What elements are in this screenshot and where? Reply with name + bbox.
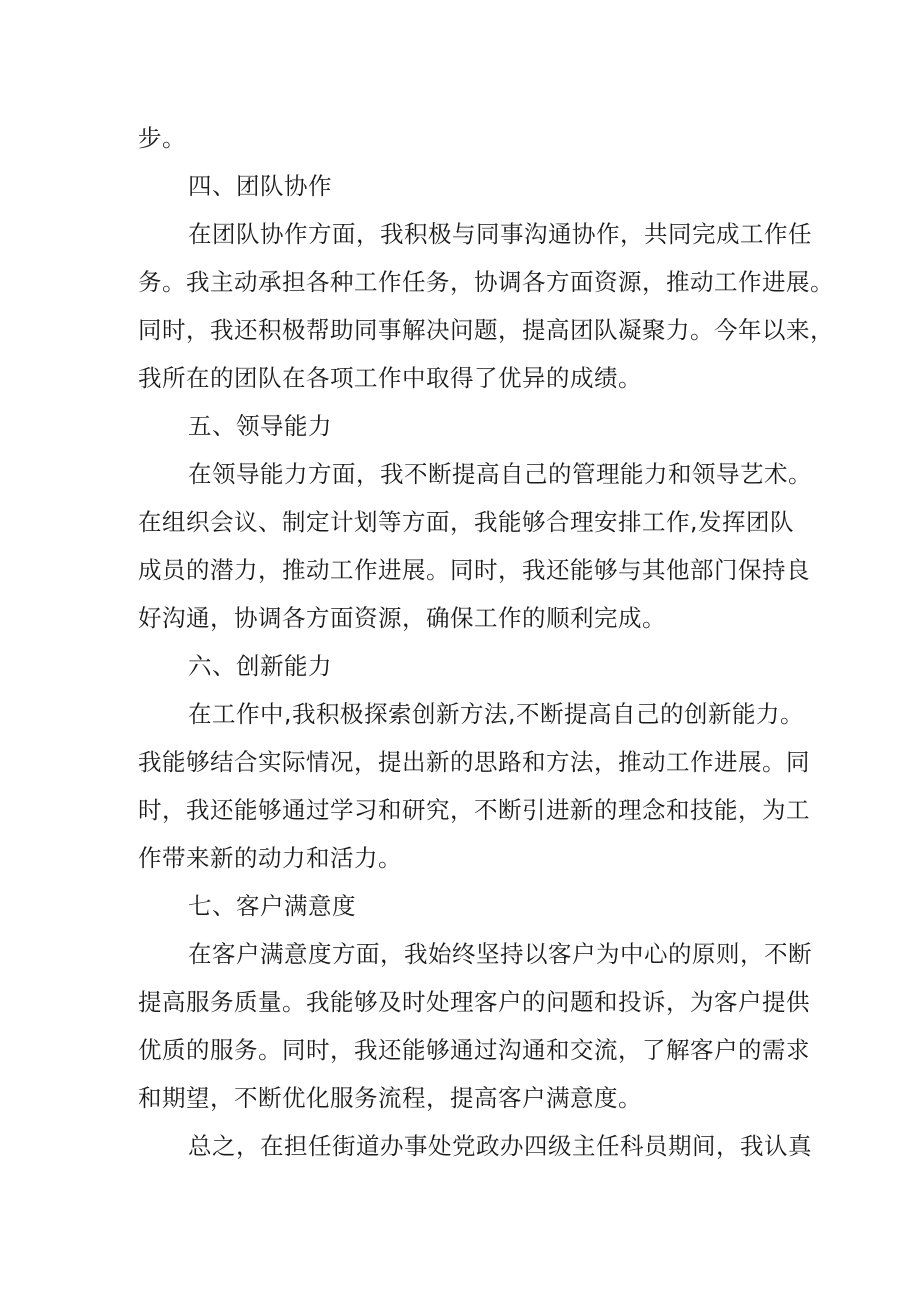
paragraph-line: 在客户满意度方面，我始终坚持以客户为中心的原则，不断 [188,940,812,968]
paragraph-line: 同时，我还积极帮助同事解决问题，提高团队凝聚力。今年以来， [138,316,834,344]
paragraph-line: 和期望，不断优化服务流程，提高客户满意度。 [138,1084,642,1112]
paragraph-line: 在领导能力方面，我不断提高自己的管理能力和领导艺术。 [188,460,812,488]
paragraph-line: 在团队协作方面，我积极与同事沟通协作，共同完成工作任 [188,220,812,248]
section-heading-team-collaboration: 四、团队协作 [188,172,332,200]
section-heading-customer-satisfaction: 七、客户满意度 [188,892,356,920]
paragraph-line: 步。 [138,124,186,152]
paragraph-line: 时，我还能够通过学习和研究，不断引进新的理念和技能，为工 [138,796,810,824]
paragraph-line: 成员的潜力，推动工作进展。同时，我还能够与其他部门保持良 [138,556,810,584]
paragraph-line: 优质的服务。同时，我还能够通过沟通和交流，了解客户的需求 [138,1036,810,1064]
section-heading-leadership: 五、领导能力 [188,412,332,440]
paragraph-line: 总之，在担任街道办事处党政办四级主任科员期间，我认真 [188,1132,812,1160]
paragraph-line: 我所在的团队在各项工作中取得了优异的成绩。 [138,364,642,392]
paragraph-line: 作带来新的动力和活力。 [138,844,402,872]
paragraph-line: 我能够结合实际情况，提出新的思路和方法，推动工作进展。同 [138,748,810,776]
section-heading-innovation: 六、创新能力 [188,652,332,680]
paragraph-line: 提高服务质量。我能够及时处理客户的问题和投诉，为客户提供 [138,988,810,1016]
paragraph-line: 在组织会议、制定计划等方面，我能够合理安排工作,发挥团队 [138,508,794,536]
paragraph-line: 好沟通，协调各方面资源，确保工作的顺利完成。 [138,604,666,632]
paragraph-line: 务。我主动承担各种工作任务，协调各方面资源，推动工作进展。 [138,268,834,296]
paragraph-line: 在工作中,我积极探索创新方法,不断提高自己的创新能力。 [188,700,804,728]
